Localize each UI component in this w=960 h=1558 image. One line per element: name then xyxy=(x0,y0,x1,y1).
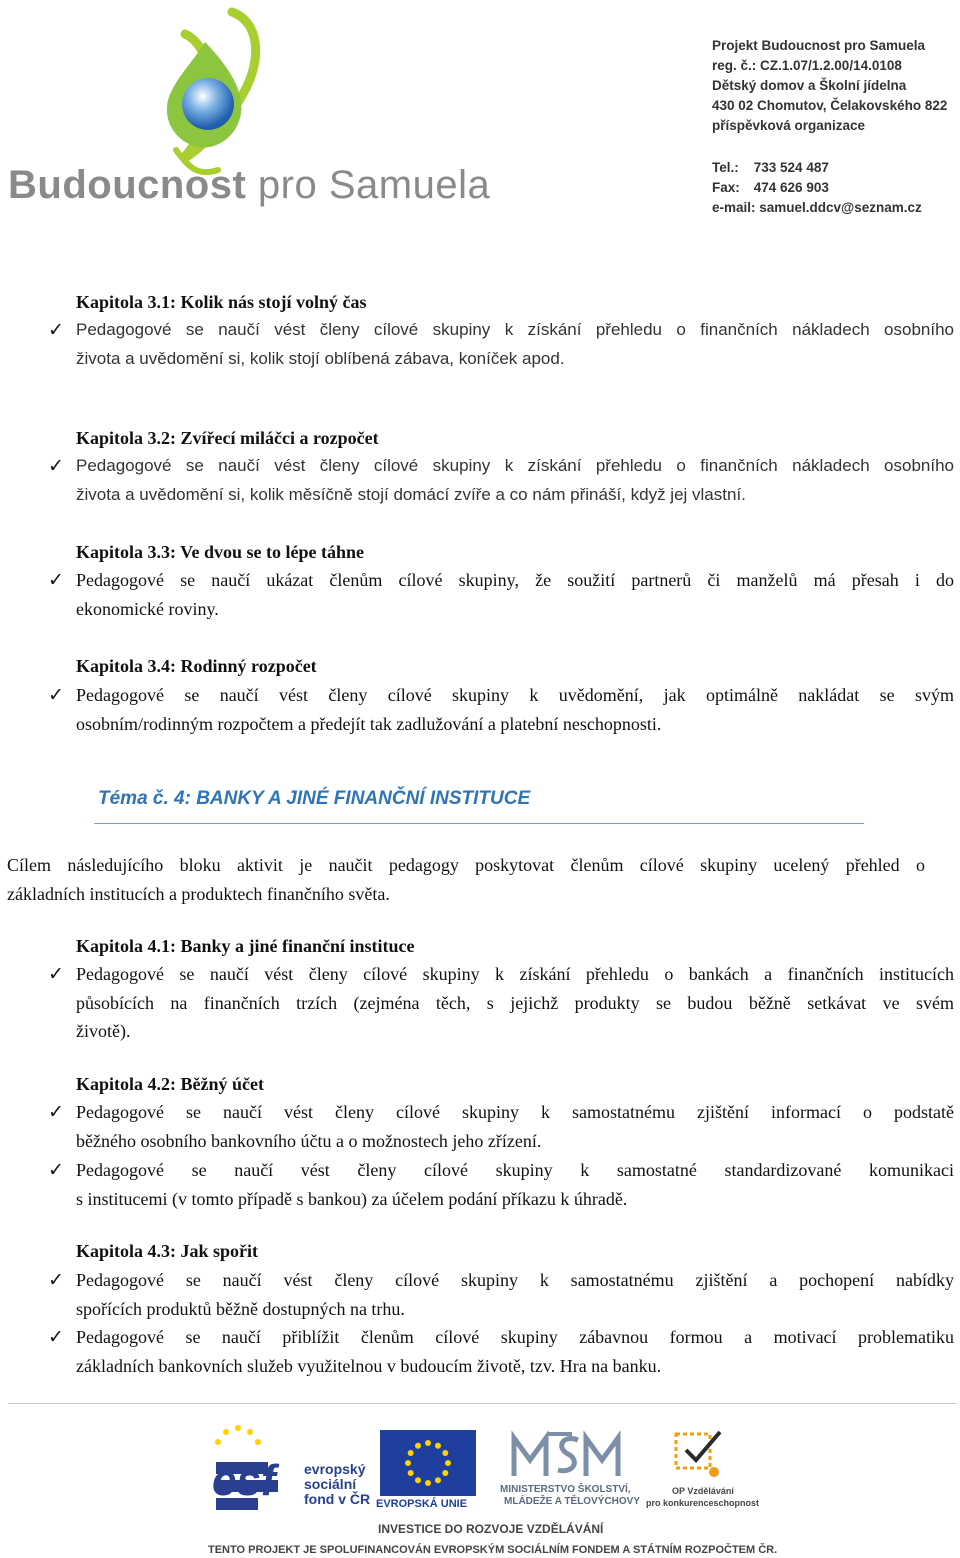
chapter-heading-3-4: Kapitola 3.4: Rodinný rozpočet xyxy=(76,656,317,676)
registration-number: reg. č.: CZ.1.07/1.2.00/14.0108 xyxy=(712,58,902,73)
checkmark-icon: ✓ xyxy=(48,1101,64,1123)
eu-star-icon xyxy=(425,1480,431,1486)
esf-caption: evropský sociální fond v ČR xyxy=(304,1461,371,1507)
list-item: ✓ Pedagogové se naučí vést členy cílové skupiny k samostatné standardizované komunikaci s institucemi (v tomto případě s bankou) za účelem podání příkazu k úhradě. xyxy=(76,1156,954,1213)
eu-label: EVROPSKÁ UNIE xyxy=(376,1498,468,1510)
checkmark-icon: ✓ xyxy=(48,684,64,706)
chapter-heading-4-3: Kapitola 4.3: Jak spořit xyxy=(76,1241,259,1261)
list-item: ✓ Pedagogové se naučí vést členy cílové skupiny k získání přehledu o finančních nákladech osobního života a uvědomění si, kolik stojí oblíbená zábava, koníček apod. xyxy=(76,316,954,373)
phone-line: Tel.: 733 524 487 xyxy=(712,160,829,175)
checkmark-icon: ✓ xyxy=(48,1269,64,1291)
topic-title: Téma č. 4: BANKY A JINÉ FINANČNÍ INSTITUCE xyxy=(98,788,531,809)
list-item: ✓ Pedagogové se naučí vést členy cílové skupiny k získání přehledu o finančních nákladech osobního života a uvědomění si, kolik měsíčně stojí domácí zvíře a co nám přináší, když jej vlastní. xyxy=(76,452,954,509)
checkmark-icon: ✓ xyxy=(48,569,64,591)
eu-star-icon xyxy=(408,1470,414,1476)
eu-star-icon xyxy=(442,1470,448,1476)
investment-slogan: INVESTICE DO ROZVOJE VZDĚLÁVÁNÍ xyxy=(378,1522,604,1536)
eu-logo xyxy=(376,1430,476,1510)
eu-star-icon xyxy=(415,1477,421,1483)
checkmark-icon: ✓ xyxy=(48,963,64,985)
list-item: ✓ Pedagogové se naučí vést členy cílové skupiny k uvědomění, jak optimálně nakládat se svým osobním/rodinným rozpočtem a předejít tak zadlužování a platební neschopnosti. xyxy=(76,681,954,738)
eu-star-icon xyxy=(435,1443,441,1449)
esf-logo xyxy=(208,1422,378,1514)
msmt-logo xyxy=(486,1426,640,1510)
contact-block xyxy=(712,36,957,218)
topic-intro: Cílem následujícího bloku aktivit je naučit pedagogy poskytovat členům cílové skupiny ucelený přehled o základních institucích a produktech finančního světa. xyxy=(7,855,925,904)
footer-divider xyxy=(8,1403,956,1404)
op-vk-emblem-icon xyxy=(670,1428,730,1482)
msmt-line2: MLÁDEŽE A TĚLOVÝCHOVY xyxy=(504,1496,640,1507)
email-line: e-mail: samuel.ddcv@seznam.cz xyxy=(712,200,922,215)
eu-star-icon xyxy=(445,1460,451,1466)
checkmark-icon: ✓ xyxy=(48,1159,64,1181)
cofinancing-statement: TENTO PROJEKT JE SPOLUFINANCOVÁN EVROPSKÝM SOCIÁLNÍM FONDEM A STÁTNÍM ROZPOČTEM ČR. xyxy=(208,1544,778,1556)
list-item: ✓ Pedagogové se naučí ukázat členům cílové skupiny, že soužití partnerů či manželů má přesah i do ekonomické roviny. xyxy=(76,566,954,623)
eu-star-icon xyxy=(425,1440,431,1446)
project-title: Projekt Budoucnost pro Samuela xyxy=(712,38,926,53)
logo-wordmark: Budoucnost pro Samuela xyxy=(8,163,491,207)
eu-flag-icon xyxy=(380,1430,476,1496)
chapter-heading-4-1: Kapitola 4.1: Banky a jiné finanční instituce xyxy=(76,936,415,956)
msmt-line1: MINISTERSTVO ŠKOLSTVÍ, xyxy=(500,1484,631,1495)
org-type: příspěvková organizace xyxy=(712,118,866,133)
op-line2: pro konkurenceschopnost xyxy=(646,1498,760,1508)
chapter-heading-3-1: Kapitola 3.1: Kolik nás stojí volný čas xyxy=(76,292,367,312)
list-item: ✓ Pedagogové se naučí vést členy cílové skupiny k samostatnému zjištění a pochopení nabídky spořících produktů běžně dostupných na trhu. xyxy=(76,1266,954,1323)
org-name: Dětský domov a Školní jídelna xyxy=(712,78,907,93)
fax-line: Fax: 474 626 903 xyxy=(712,180,829,195)
list-item: ✓ Pedagogové se naučí vést členy cílové skupiny k samostatnému zjištění informací o podstatě běžného osobního bankovního účtu a o možnostech jeho zřízení. xyxy=(76,1098,954,1155)
checkmark-icon: ✓ xyxy=(48,455,64,477)
list-item: ✓ Pedagogové se naučí vést členy cílové skupiny k získání přehledu o bankách a finančních institucích působících na finančních trzích (zejména těch, s jejichž produkty se budou běžně setkávat ve svém životě). xyxy=(76,960,954,1046)
topic-divider xyxy=(94,823,864,824)
chapter-heading-3-2: Kapitola 3.2: Zvířecí miláčci a rozpočet xyxy=(76,428,379,448)
eu-star-icon xyxy=(415,1443,421,1449)
chapter-heading-3-3: Kapitola 3.3: Ve dvou se to lépe táhne xyxy=(76,542,365,562)
org-address: 430 02 Chomutov, Čelakovského 822 xyxy=(712,98,948,113)
chapter-heading-4-2: Kapitola 4.2: Běžný účet xyxy=(76,1074,264,1094)
eu-star-icon xyxy=(442,1450,448,1456)
eu-star-icon xyxy=(435,1477,441,1483)
op-line1: OP Vzdělávání xyxy=(672,1486,734,1496)
eu-star-icon xyxy=(408,1450,414,1456)
checkmark-icon: ✓ xyxy=(48,1326,64,1348)
esf-letters: esf xyxy=(212,1456,276,1505)
op-vk-logo xyxy=(646,1428,760,1512)
checkmark-icon: ✓ xyxy=(48,319,64,341)
list-item: ✓ Pedagogové se naučí přiblížit členům cílové skupiny zábavnou formou a motivací problematiku základních bankovních služeb využitelnou v budoucím životě, tzv. Hra na banku. xyxy=(76,1323,954,1380)
msmt-monogram-icon xyxy=(508,1426,628,1484)
eu-star-icon xyxy=(405,1460,411,1466)
budoucnost-logo xyxy=(0,0,491,215)
